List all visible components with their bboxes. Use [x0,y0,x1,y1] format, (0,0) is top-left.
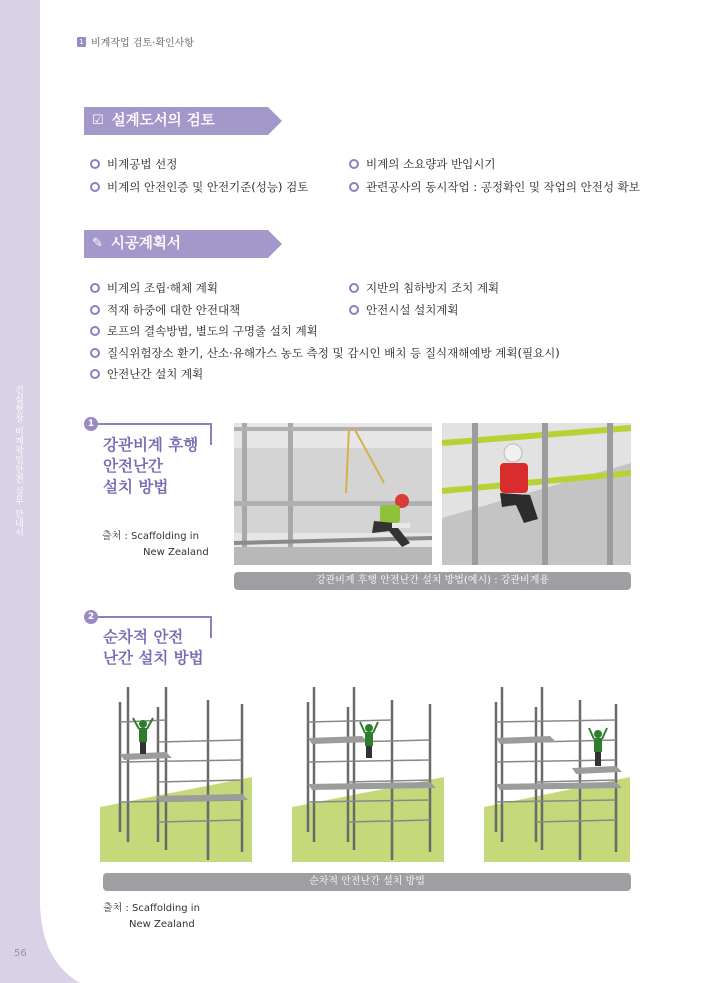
figure-title: 강관비계 후행 안전난간 설치 방법 [103,436,199,496]
list-item: 비계공법 선정 [90,156,177,172]
bullet-icon [349,283,359,293]
chapter-number-badge: 1 [77,37,86,47]
header-title: 비계작업 검토·확인사항 [91,38,194,49]
bullet-icon [349,159,359,169]
edit-icon: ✎ [92,236,103,251]
page-number: 56 [14,948,27,959]
list-item: 비계의 조립·해체 계획 [90,280,218,296]
section-banner-design-review [84,107,282,135]
list-item: 관련공사의 동시작업 : 공정확인 및 작업의 안전성 확보 [349,179,640,195]
list-item: 로프의 결속방법, 별도의 구명줄 설치 계획 [90,323,318,339]
section-title: 시공계획서 [110,236,181,252]
bullet-icon [90,159,100,169]
figure-caption: 강관비계 후행 안전난간 설치 방법(예시) : 강관비계용 [234,572,631,590]
figure-title: 순차적 안전 난간 설치 방법 [103,628,204,667]
list-item: 질식위험장소 환기, 산소·유해가스 농도 측정 및 감시인 배치 등 질식재해예방 계획(필요시) [90,345,560,361]
side-curve-decoration [0,900,80,983]
bullet-icon [90,369,100,379]
bullet-icon [90,182,100,192]
bullet-icon [90,326,100,336]
list-item: 지반의 침하방지 조치 계획 [349,280,499,296]
illustration-guardrail-climbing-worker [234,423,432,565]
illustration-scaffold-step-3 [484,682,630,862]
book-title-vertical: 건설현장 비계작업안전 실무 안내서 [13,385,23,538]
bullet-icon [90,283,100,293]
illustration-scaffold-step-2 [292,682,444,862]
bullet-icon [90,305,100,315]
list-item: 적재 하중에 대한 안전대책 [90,302,240,318]
figure-caption: 순차적 안전난간 설치 방법 [103,873,631,891]
section-banner-construction-plan [84,230,282,258]
list-item: 비계의 안전인증 및 안전기준(성능) 검토 [90,179,308,195]
bullet-icon [349,182,359,192]
figure-number-badge: 2 [84,610,98,624]
illustration-scaffold-step-1 [100,682,252,862]
list-item: 안전난간 설치 계획 [90,366,203,382]
figure-number-badge: 1 [84,417,98,431]
list-item: 안전시설 설치계획 [349,302,459,318]
figure-source: 출처 : Scaffolding in New Zealand [103,903,200,930]
bullet-icon [349,305,359,315]
illustration-guardrail-installing-worker [442,423,631,565]
list-item: 비계의 소요량과 반입시기 [349,156,496,172]
page-header [77,34,194,49]
checkbox-icon: ☑ [92,113,104,128]
figure-source: 출처 : Scaffolding in New Zealand [102,531,209,558]
section-title: 설계도서의 검토 [111,113,215,129]
bullet-icon [90,348,100,358]
